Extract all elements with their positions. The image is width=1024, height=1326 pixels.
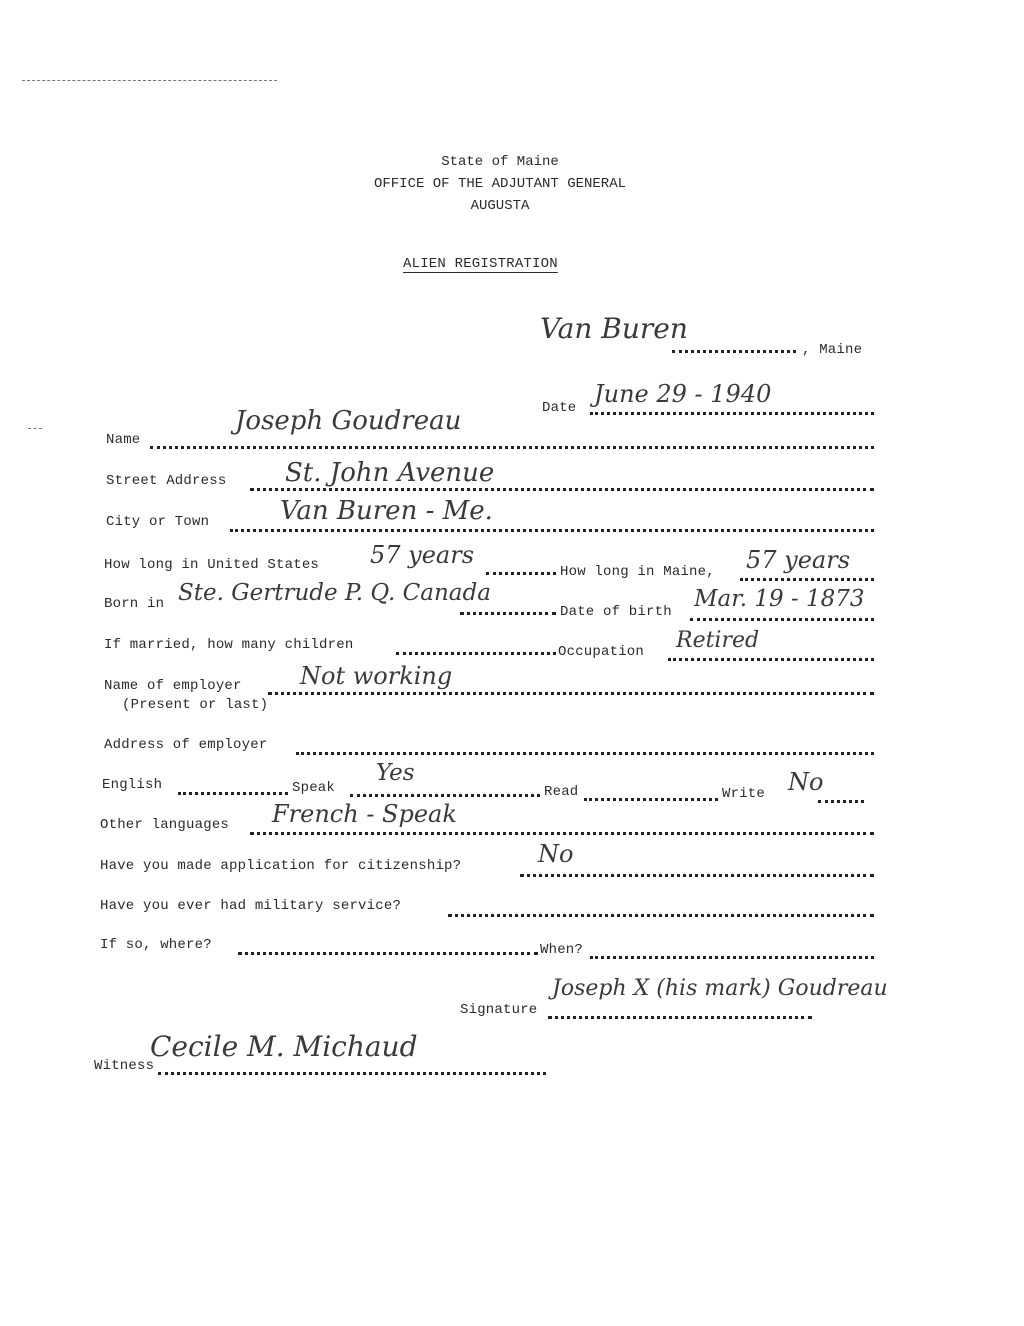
dots-when [590, 956, 874, 959]
header-office: OFFICE OF THE ADJUTANT GENERAL [373, 176, 627, 192]
dots-town [672, 350, 796, 353]
header-state: State of Maine [441, 154, 559, 170]
entry-other-languages: French - Speak [272, 800, 457, 828]
label-speak: Speak [292, 780, 336, 796]
entry-witness: Cecile M. Michaud [150, 1030, 418, 1063]
dots-speak [350, 794, 540, 797]
dots-date [590, 412, 874, 415]
entry-name: Joseph Goudreau [235, 406, 462, 436]
dots-where [238, 952, 538, 955]
dots-read [584, 798, 718, 801]
dots-citizenship [520, 874, 874, 877]
label-where: If so, where? [100, 937, 212, 953]
dots-children [396, 652, 556, 655]
dots-other-languages [250, 832, 874, 835]
form-title: ALIEN REGISTRATION [403, 256, 558, 272]
label-military: Have you ever had military service? [100, 898, 402, 914]
dots-us [486, 572, 556, 575]
dots-city [230, 529, 874, 532]
dots-write [818, 800, 864, 803]
label-maine: , Maine [802, 342, 863, 358]
entry-maine-years: 57 years [746, 546, 851, 574]
label-how-long-us: How long in United States [104, 557, 320, 573]
entry-write: No [788, 768, 824, 796]
label-employer: Name of employer [104, 678, 242, 694]
dots-occupation [668, 658, 874, 661]
entry-born-in: Ste. Gertrude P. Q. Canada [178, 580, 491, 606]
label-english: English [102, 777, 163, 793]
dots-born [460, 612, 556, 615]
label-name: Name [106, 432, 141, 448]
entry-citizenship: No [538, 840, 574, 868]
label-date: Date [542, 400, 577, 416]
label-witness: Witness [94, 1058, 155, 1074]
dots-street [250, 488, 874, 491]
label-employer-address: Address of employer [104, 737, 268, 753]
entry-city: Van Buren - Me. [280, 496, 493, 526]
header-city: AUGUSTA [470, 198, 530, 214]
entry-us-years: 57 years [370, 541, 475, 569]
dots-maine [740, 578, 874, 581]
entry-dob: Mar. 19 - 1873 [694, 586, 865, 612]
label-write: Write [722, 786, 766, 802]
dots-name [150, 446, 874, 449]
label-children: If married, how many children [104, 637, 354, 653]
dots-employer [268, 692, 874, 695]
entry-date: June 29 - 1940 [594, 380, 772, 408]
dots-dob [690, 618, 874, 621]
label-how-long-maine: How long in Maine, [560, 564, 715, 580]
entry-occupation: Retired [676, 628, 760, 653]
dots-military [448, 914, 874, 917]
dots-witness [158, 1072, 546, 1075]
label-citizenship: Have you made application for citizenship? [100, 858, 462, 874]
scan-artifact-line [28, 428, 42, 429]
label-born-in: Born in [104, 596, 165, 612]
entry-speak: Yes [376, 760, 415, 786]
entry-street: St. John Avenue [285, 458, 495, 488]
label-city: City or Town [106, 514, 210, 530]
entry-signature: Joseph X (his mark) Goudreau [552, 976, 888, 1001]
label-dob: Date of birth [560, 604, 672, 620]
dots-employer-address [296, 752, 874, 755]
label-read: Read [544, 784, 579, 800]
entry-employer: Not working [300, 662, 453, 690]
label-other-languages: Other languages [100, 817, 230, 833]
label-signature: Signature [460, 1002, 538, 1018]
label-occupation: Occupation [558, 644, 645, 660]
label-when: When? [540, 942, 584, 958]
scan-artifact-line [22, 80, 277, 81]
label-employer-note: (Present or last) [122, 697, 269, 713]
dots-signature [548, 1016, 812, 1019]
label-street: Street Address [106, 473, 227, 489]
entry-town: Van Buren [540, 312, 688, 345]
dots-english [178, 792, 288, 795]
